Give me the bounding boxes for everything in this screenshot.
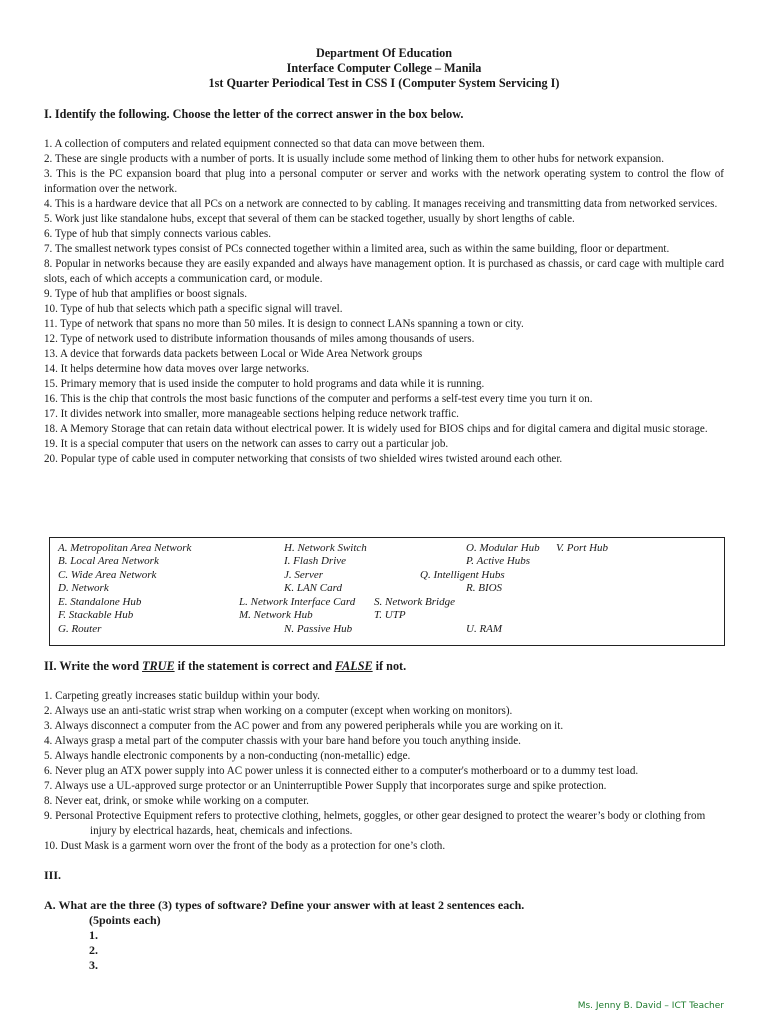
answer-line-3: 3. xyxy=(89,958,98,972)
part1-items xyxy=(44,137,724,467)
part1-item: 11. Type of network that spans no more than 50 miles. It is design to connect LANs spanning a town or city. xyxy=(44,318,524,330)
part1-item: 12. Type of network used to distribute information thousands of miles among thousands of users. xyxy=(44,333,475,345)
answer-line-2: 2. xyxy=(89,943,98,957)
part2-heading xyxy=(44,659,406,674)
part1-item: 18. A Memory Storage that can retain data without electrical power. It is widely used for BIOS chips and for digital camera and digital music storage. xyxy=(44,423,708,435)
true-word: TRUE xyxy=(142,659,175,673)
part1-item: 14. It helps determine how data moves over large networks. xyxy=(44,363,310,375)
false-word: FALSE xyxy=(335,659,373,673)
choice-c: C. Wide Area Network xyxy=(58,569,157,581)
part2-item: 4. Always grasp a metal part of the computer chassis with your bare hand before you touch anything inside. xyxy=(44,735,521,747)
choice-h: H. Network Switch xyxy=(284,542,367,554)
part3-heading: III. xyxy=(44,868,62,882)
part2-heading-mid: if the statement is correct and xyxy=(174,659,336,673)
header-line-1: Department Of Education xyxy=(315,46,453,60)
choice-n: N. Passive Hub xyxy=(284,623,353,635)
choice-a: A. Metropolitan Area Network xyxy=(58,542,192,554)
choice-f: F. Stackable Hub xyxy=(58,609,134,621)
part1-heading: I. Identify the following. Choose the letter of the correct answer in the box below. xyxy=(44,107,464,121)
choice-r: R. BIOS xyxy=(466,582,503,594)
header-line-3: 1st Quarter Periodical Test in CSS I (Computer System Servicing I) xyxy=(208,76,560,90)
part2-item: 3. Always disconnect a computer from the AC power and from any powered peripherals while you are working on it. xyxy=(44,720,564,732)
choice-g: G. Router xyxy=(58,623,102,635)
choice-u: U. RAM xyxy=(466,623,503,635)
choice-d: D. Network xyxy=(58,582,109,594)
part2-item: 1. Carpeting greatly increases static buildup within your body. xyxy=(44,690,320,702)
part1-item: 9. Type of hub that amplifies or boost signals. xyxy=(44,288,247,300)
choice-b: B. Local Area Network xyxy=(58,555,159,567)
choice-o: O. Modular Hub xyxy=(466,542,540,554)
part1-item: 1. A collection of computers and related equipment connected so that data can move between them. xyxy=(44,138,485,150)
part2-item: 6. Never plug an ATX power supply into AC power unless it is connected either to a computer's motherboard or to a dummy test load. xyxy=(44,765,639,777)
part1-item: 19. It is a special computer that users on the network can asses to carry out a particular job. xyxy=(44,438,449,450)
part3-question: A. What are the three (3) types of software? Define your answer with at least 2 sentences each. xyxy=(44,898,525,912)
part1-item: 13. A device that forwards data packets between Local or Wide Area Network groups xyxy=(44,348,423,360)
part2-item: 5. Always handle electronic components by a non-conducting (non-metallic) edge. xyxy=(44,750,411,762)
part2-item: 7. Always use a UL-approved surge protector or an Uninterruptible Power Supply that incorporates surge and spike protection. xyxy=(44,780,607,792)
part1-item: 10. Type of hub that selects which path a specific signal will travel. xyxy=(44,303,343,315)
part2-item: 9. Personal Protective Equipment refers to protective clothing, helmets, goggles, or other gear designed to protect the wearer’s body or clothing from injury by electrical hazards, heat, chemicals and infections. xyxy=(44,810,706,837)
teacher-footer: Ms. Jenny B. David – ICT Teacher xyxy=(577,1001,724,1011)
choice-q: Q. Intelligent Hubs xyxy=(420,569,505,581)
part1-item: 16. This is the chip that controls the most basic functions of the computer and performs a self-test every time you turn it on. xyxy=(44,393,593,405)
choice-l: L. Network Interface Card xyxy=(239,596,356,608)
answer-line-1: 1. xyxy=(89,928,98,942)
part1-item: 20. Popular type of cable used in computer networking that consists of two shielded wires twisted around each other. xyxy=(44,453,563,465)
choice-s: S. Network Bridge xyxy=(374,596,455,608)
part1-item: 2. These are single products with a number of ports. It is usually include some method of linking them to other hubs for network expansion. xyxy=(44,153,665,165)
choice-p: P. Active Hubs xyxy=(466,555,531,567)
part2-item: 10. Dust Mask is a garment worn over the front of the body as a protection for one’s cloth. xyxy=(44,840,446,852)
part2-item: 8. Never eat, drink, or smoke while working on a computer. xyxy=(44,795,309,807)
part1-item: 8. Popular in networks because they are easily expanded and always have management option. It is purchased as chassis, or card cage with multiple card slots, each of which accepts a communication card, or module. xyxy=(44,258,724,285)
part1-item: 5. Work just like standalone hubs, except that several of them can be stacked together, usually by short lengths of cable. xyxy=(44,213,575,225)
part3-points: (5points each) xyxy=(89,913,161,927)
part1-item: 6. Type of hub that simply connects various cables. xyxy=(44,228,272,240)
part1-item: 7. The smallest network types consist of PCs connected together within a limited area, such as within the same building, floor or department. xyxy=(44,243,670,255)
header-line-2: Interface Computer College – Manila xyxy=(286,61,482,75)
choice-e: E. Standalone Hub xyxy=(58,596,142,608)
answer-choices-box xyxy=(49,537,725,646)
part1-item: 4. This is a hardware device that all PCs on a network are connected to by cabling. It manages receiving and transmitting data from networked services. xyxy=(44,198,718,210)
part2-heading-post: if not. xyxy=(372,659,407,673)
choice-m: M. Network Hub xyxy=(239,609,313,621)
part1-item: 3. This is the PC expansion board that plug into a personal computer or server and works with the network operating system to control the flow of information over the network. xyxy=(44,168,724,195)
choice-k: K. LAN Card xyxy=(284,582,342,594)
choice-i: I. Flash Drive xyxy=(284,555,347,567)
choice-j: J. Server xyxy=(284,569,324,581)
document-header xyxy=(0,46,768,91)
choice-v: V. Port Hub xyxy=(556,542,609,554)
part1-item: 15. Primary memory that is used inside the computer to hold programs and data while it is running. xyxy=(44,378,485,390)
part2-items xyxy=(44,689,724,854)
choice-t: T. UTP xyxy=(374,609,406,621)
part2-heading-pre: II. Write the word xyxy=(44,659,143,673)
part1-item: 17. It divides network into smaller, more manageable sections helping reduce network traffic. xyxy=(44,408,459,420)
part2-item: 2. Always use an anti-static wrist strap when working on a computer (except when working on monitors). xyxy=(44,705,513,717)
